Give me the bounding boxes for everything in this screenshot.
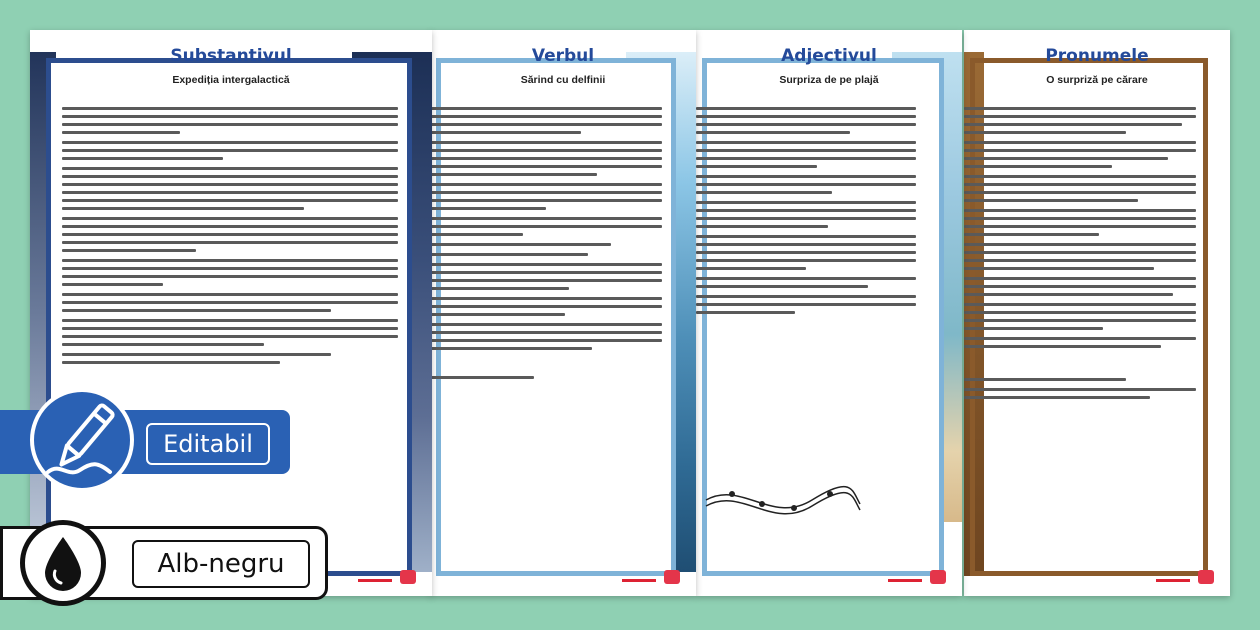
editable-label: Editabil [146, 423, 270, 465]
brand-logo-icon [400, 570, 416, 584]
music-notes-icon [702, 470, 862, 530]
page-footer [984, 570, 1214, 584]
worksheet-page-pronumele [964, 30, 1230, 596]
page-subtitle: O surpriză pe cărare [1046, 74, 1148, 86]
worksheet-page-adjectivul [696, 30, 962, 596]
page-body-text [964, 102, 1196, 406]
footer-url [622, 579, 656, 582]
bw-badge-circle [20, 520, 106, 606]
editable-badge-circle [30, 388, 134, 492]
page-title: Substantivul [170, 46, 292, 66]
page-footer [716, 570, 946, 584]
ink-drop-icon [25, 525, 101, 601]
page-footer [450, 570, 680, 584]
page-title: Pronumele [1045, 46, 1149, 66]
worksheet-page-substantivul [30, 30, 432, 596]
page-body-text [430, 102, 662, 386]
footer-url [1156, 579, 1190, 582]
page-body-text [62, 102, 398, 371]
footer-url [358, 579, 392, 582]
page-title: Verbul [531, 46, 595, 66]
brand-logo-icon [664, 570, 680, 584]
page-subtitle: Sărind cu delfinii [520, 74, 606, 86]
worksheet-page-verbul [430, 30, 696, 596]
brand-logo-icon [1198, 570, 1214, 584]
page-title: Adjectivul [781, 46, 877, 66]
page-subtitle: Expediția intergalactică [172, 74, 290, 86]
page-body-text [696, 102, 916, 321]
bw-label: Alb-negru [132, 540, 310, 588]
pen-icon [34, 392, 130, 488]
footer-url [888, 579, 922, 582]
page-subtitle: Surpriza de pe plajă [779, 74, 879, 86]
brand-logo-icon [930, 570, 946, 584]
